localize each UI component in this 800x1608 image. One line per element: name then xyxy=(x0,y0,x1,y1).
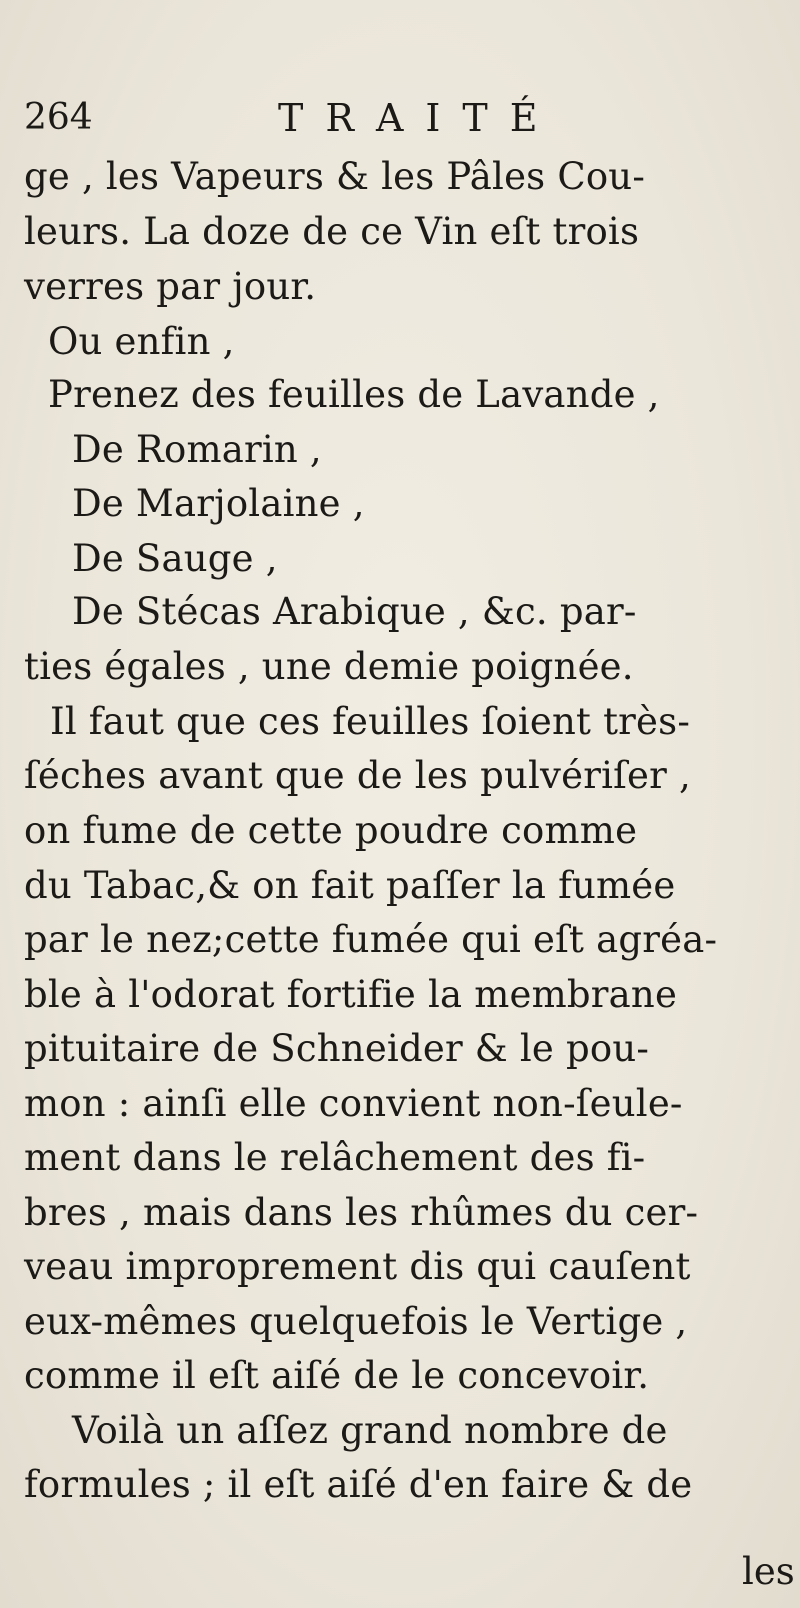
page-number: 264 xyxy=(24,97,93,138)
text-line-10: ties égales , une demie poignée. xyxy=(24,645,634,688)
text-line-4: Ou enfin , xyxy=(48,320,235,363)
text-line-24: Voilà un aſſez grand nombre de xyxy=(72,1409,668,1452)
text-line-9: De Stécas Arabique , &c. par- xyxy=(72,590,637,633)
text-line-3: verres par jour. xyxy=(24,265,317,308)
text-line-14: du Tabac,& on fait paſſer la fumée xyxy=(24,864,676,907)
text-line-12: ſéches avant que de les pulvériſer , xyxy=(24,754,691,797)
text-line-1: ge , les Vapeurs & les Pâles Cou- xyxy=(24,155,646,198)
text-line-7: De Marjolaine , xyxy=(72,482,365,525)
text-line-18: mon : ainſi elle convient non-ſeule- xyxy=(24,1082,683,1125)
running-title: TRAITÉ xyxy=(278,96,560,140)
text-line-20: bres , mais dans les rhûmes du cer- xyxy=(24,1191,699,1234)
text-line-22: eux-mêmes quelquefois le Vertige , xyxy=(24,1300,688,1343)
text-line-5: Prenez des feuilles de Lavande , xyxy=(48,373,660,416)
text-line-17: pituitaire de Schneider & le pou- xyxy=(24,1027,650,1070)
text-line-13: on fume de cette poudre comme xyxy=(24,809,638,852)
text-line-16: ble à l'odorat fortifie la membrane xyxy=(24,973,678,1016)
text-line-6: De Romarin , xyxy=(72,428,322,471)
text-line-23: comme il eſt aiſé de le concevoir. xyxy=(24,1354,650,1397)
text-line-11: Il faut que ces feuilles ſoient très- xyxy=(50,700,691,743)
text-line-19: ment dans le relâchement des fi- xyxy=(24,1136,646,1179)
catchword: les xyxy=(742,1550,795,1593)
text-line-25: formules ; il eſt aiſé d'en faire & de xyxy=(24,1463,693,1506)
text-line-8: De Sauge , xyxy=(72,537,278,580)
text-line-15: par le nez;cette fumée qui eſt agréa- xyxy=(24,918,718,961)
text-line-2: leurs. La doze de ce Vin eſt trois xyxy=(24,210,640,253)
text-line-21: veau improprement dis qui cauſent xyxy=(24,1245,691,1288)
